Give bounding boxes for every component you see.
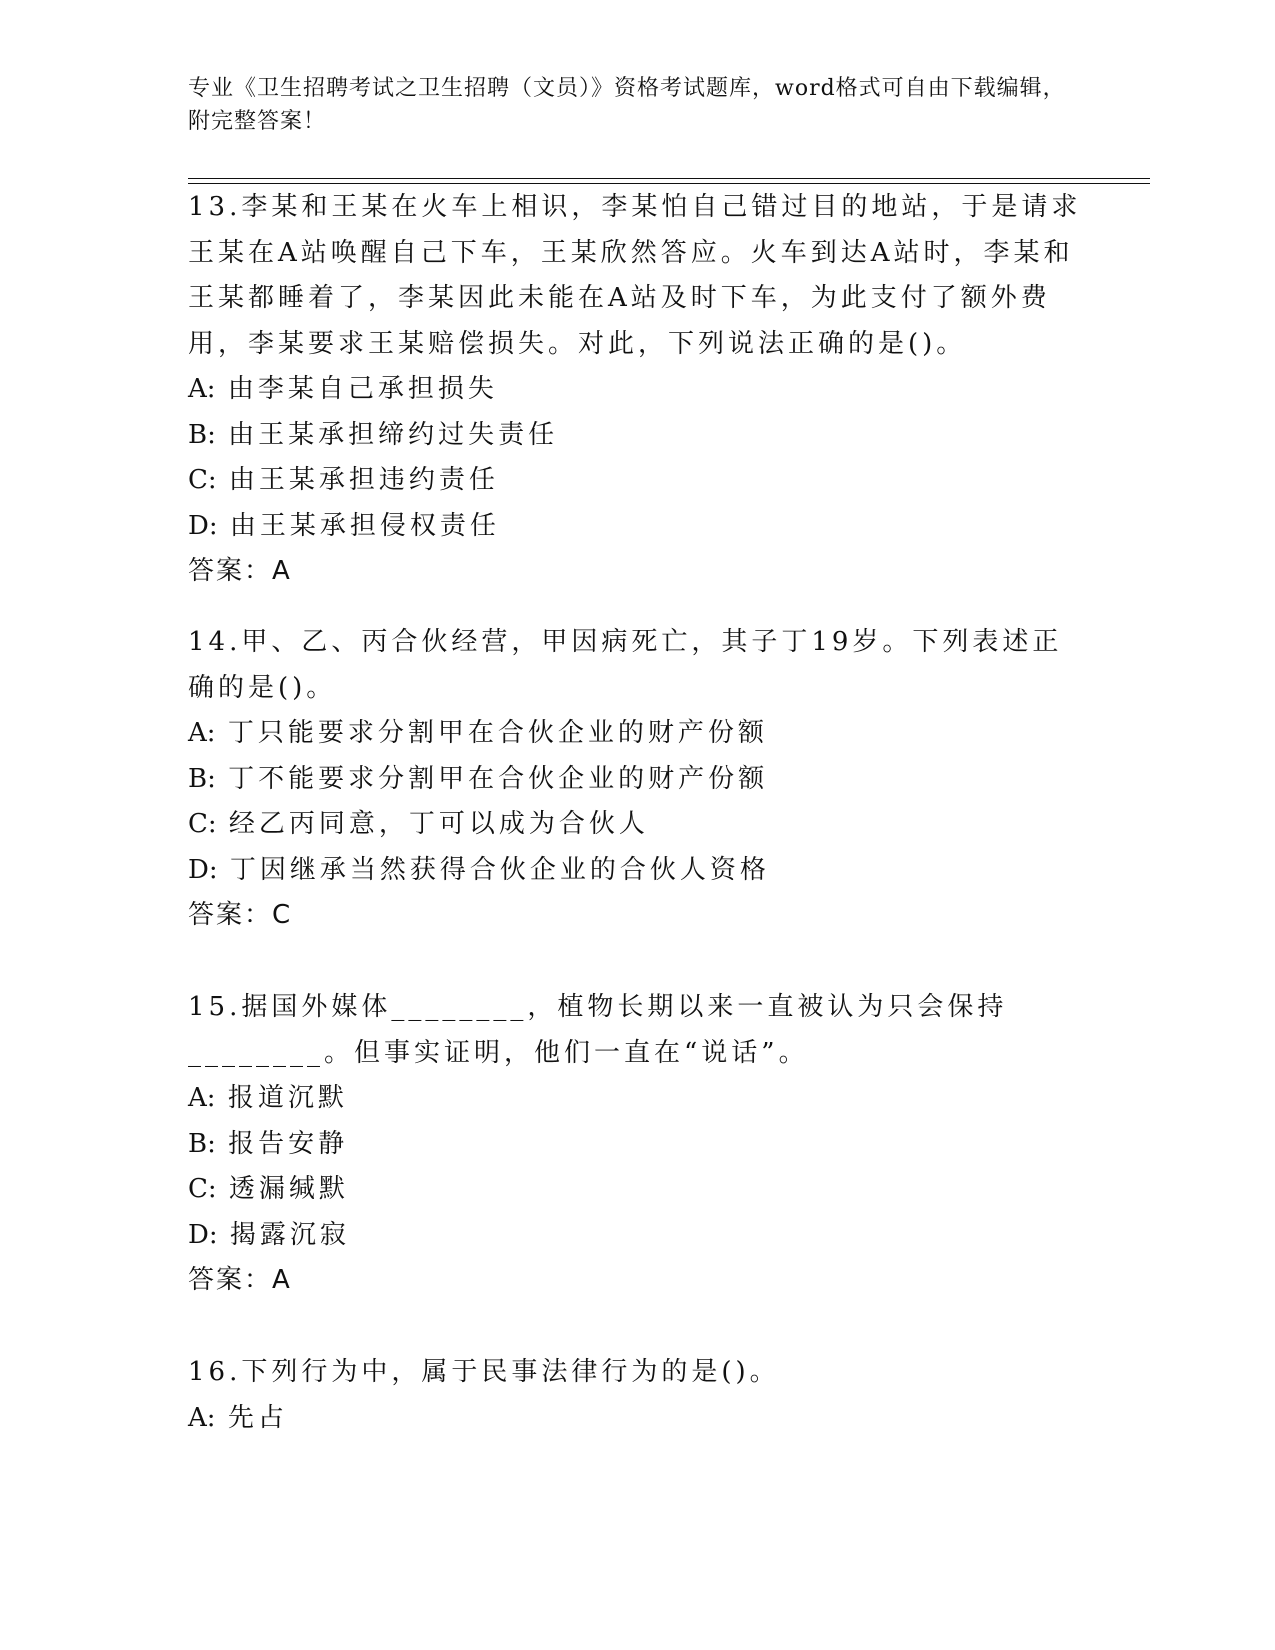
option-d	[188, 1213, 1088, 1259]
option-letter: D:	[188, 854, 218, 885]
option-a	[188, 367, 1088, 413]
header-note: 专业《卫生招聘考试之卫生招聘（文员）》资格考试题库，word格式可自由下载编辑，附完整答案！	[188, 76, 1066, 134]
option-b	[188, 413, 1088, 459]
option-text: 丁因继承当然获得合伙企业的合伙人资格	[229, 854, 770, 885]
option-text: 由王某承担缔约过失责任	[228, 419, 559, 450]
question-16	[188, 1350, 1088, 1441]
option-d	[188, 504, 1088, 550]
header-divider-bottom	[188, 183, 1150, 184]
option-letter: C:	[188, 809, 217, 839]
option-letter: C:	[188, 465, 217, 495]
option-text: 揭露沉寂	[229, 1219, 350, 1250]
option-text: 报道沉默	[227, 1083, 348, 1113]
option-text: 透漏缄默	[228, 1174, 349, 1204]
question-stem: 14.甲、乙、丙合伙经营，甲因病死亡，其子丁19岁。下列表述正确的是()。	[188, 627, 1063, 703]
option-b	[188, 757, 1088, 803]
option-letter: D:	[188, 510, 218, 541]
option-letter: A:	[188, 374, 216, 404]
question-stem: 15.据国外媒体________，植物长期以来一直被认为只会保持________。但事实证明，他们一直在“说话”。	[188, 992, 1008, 1068]
header-divider-top	[188, 178, 1150, 179]
option-text: 由王某承担侵权责任	[229, 510, 500, 541]
option-d	[188, 848, 1088, 894]
option-letter: A:	[188, 1402, 216, 1433]
option-letter: D:	[188, 1219, 218, 1250]
option-text: 丁不能要求分割甲在合伙企业的财产份额	[228, 763, 769, 794]
option-letter: A:	[188, 718, 216, 748]
option-text: 先占	[227, 1402, 288, 1433]
option-text: 丁只能要求分割甲在合伙企业的财产份额	[227, 718, 768, 748]
option-letter: C:	[188, 1174, 217, 1204]
option-text: 由王某承担违约责任	[228, 465, 499, 495]
option-text: 经乙丙同意，丁可以成为合伙人	[228, 809, 649, 839]
question-stem: 13.李某和王某在火车上相识，李某怕自己错过目的地站，于是请求王某在A站唤醒自己下车，王某欣然答应。火车到达A站时，李某和王某都睡着了，李某因此未能在A站及时下车，为此支付了额外费用，李某要求王某赔偿损失。对此，下列说法正确的是()。	[188, 192, 1082, 359]
option-letter: A:	[188, 1083, 216, 1113]
question-14	[188, 620, 1088, 939]
option-c	[188, 802, 1088, 848]
option-a	[188, 1396, 1088, 1442]
question-stem: 16.下列行为中，属于民事法律行为的是()。	[188, 1357, 780, 1387]
option-b	[188, 1122, 1088, 1168]
option-c	[188, 458, 1088, 504]
option-letter: B:	[188, 763, 216, 794]
option-letter: B:	[188, 419, 216, 450]
answer-line: 答案：A	[188, 1265, 292, 1295]
question-13	[188, 185, 1088, 595]
option-a	[188, 1076, 1088, 1122]
option-text: 报告安静	[228, 1128, 349, 1159]
answer-line: 答案：A	[188, 556, 292, 586]
option-letter: B:	[188, 1128, 216, 1159]
answer-line: 答案：C	[188, 900, 293, 930]
question-15	[188, 985, 1088, 1304]
option-a	[188, 711, 1088, 757]
option-text: 由李某自己承担损失	[227, 374, 498, 404]
option-c	[188, 1167, 1088, 1213]
